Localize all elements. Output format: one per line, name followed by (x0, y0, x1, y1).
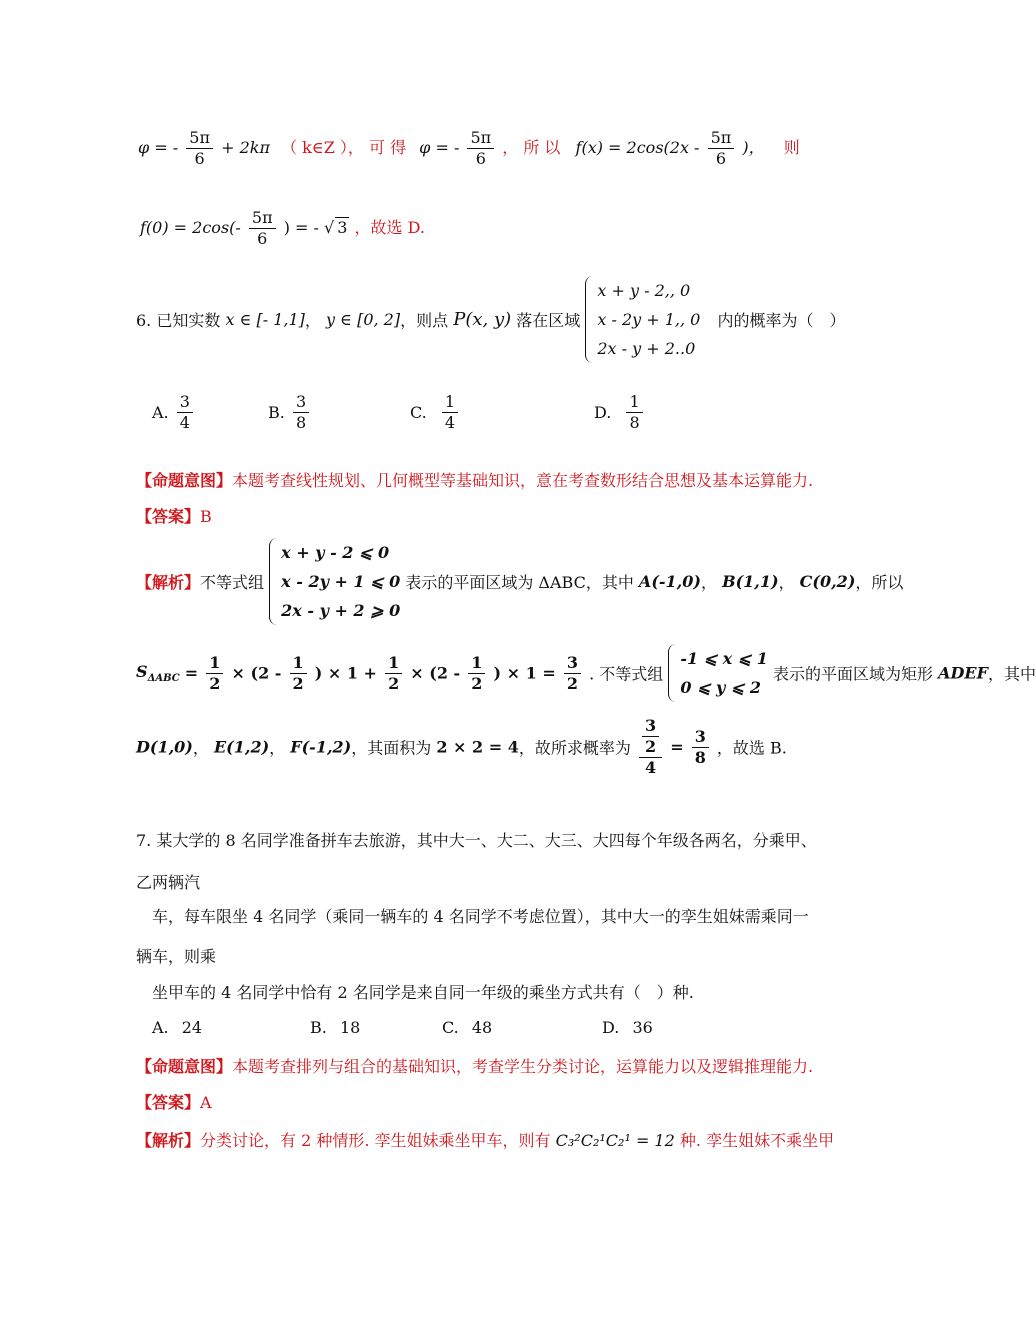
f0-expr-end: ) = - (283, 218, 319, 237)
brace (585, 276, 595, 363)
analysis-label: 【解析】 (136, 1131, 201, 1150)
phi-eq: φ = - (138, 138, 179, 157)
q6-option-b: B. $\frac{3}{8}$ (268, 392, 312, 433)
phi-eq: φ = - (419, 138, 460, 157)
region-text: 落在区域 (516, 311, 581, 330)
q7-answer (136, 1090, 212, 1113)
y-range: y ∈ [0, 2] (326, 310, 401, 329)
question-6-stem: 6. 已知实数 x ∈ [- 1,1]， y ∈ [0, 2]，则点 P(x, y) 落在区域 x + y - 2,, 0 x - 2y + 1,, 0 2x - y + 2..0 内的概率为（ ） (136, 276, 845, 363)
q6-suffix: 内的概率为（ ） (717, 311, 846, 330)
f0-line (140, 208, 425, 249)
point-d: D(1,0) (136, 737, 193, 757)
f0-conclusion: ，故选 D. (354, 218, 425, 237)
q6-option-d: D. $\frac{1}{8}$ (594, 392, 646, 433)
brace (269, 538, 279, 625)
point-p: P(x, y) (453, 309, 512, 330)
q7-analysis (136, 1128, 834, 1151)
fraction: $\frac{5\pi}{6}$ (467, 128, 494, 169)
analysis-label: 【解析】 (136, 573, 201, 592)
brace (668, 644, 678, 702)
point-c: C(0,2) (799, 572, 856, 591)
q7-line-1: 7. 某大学的 8 名同学准备拼车去旅游，其中大一、大二、大三、大四每个年级各两名，分乘甲、 (136, 831, 817, 850)
q6-analysis-1: 【解析】不等式组 x + y - 2 ⩽ 0 x - 2y + 1 ⩽ 0 2x - y + 2 ⩾ 0 表示的平面区域为 ΔABC，其中 A(-1,0)， B(1,1)， C(0,2)，所以 (136, 538, 903, 625)
q6-prefix: 6. 已知实数 (136, 311, 221, 330)
point-e: E(1,2) (213, 737, 270, 757)
analysis-text: 分类讨论，有 2 种情形. 孪生姐妹乘坐甲车，则有 (200, 1131, 551, 1150)
sqrt-symbol: √ 3 (324, 218, 348, 237)
point-b: B(1,1) (722, 572, 779, 591)
fx-formula-end: )， (742, 138, 765, 157)
q6-analysis-2: $S_{\Delta ABC}$ = $\frac{1}{2}$ × (2 - $\frac{1}{2}$ ) × 1 + $\frac{1}{2}$ × (2 - $\frac{1}{2}$ ) × 1 = $\frac{3}{2}$ . 不等式组 -1 ⩽ x ⩽ 1 0 ⩽ y ⩽ 2 表示的平面区域为矩形 ADEF，其中 (136, 644, 1036, 702)
phi-solution-line (138, 128, 800, 169)
answer-value: A (200, 1093, 212, 1112)
intent-label: 【命题意图】 (136, 471, 233, 490)
combination-expr: C₃²C₂¹C₂¹ = 12 (555, 1131, 675, 1150)
answer-label: 【答案】 (136, 1093, 201, 1112)
then-text: 则 (783, 138, 800, 157)
inequality-system: x + y - 2,, 0 x - 2y + 1,, 0 2x - y + 2..0 (585, 276, 700, 363)
inequality-system: x + y - 2 ⩽ 0 x - 2y + 1 ⩽ 0 2x - y + 2 ⩾ 0 (269, 538, 400, 625)
point-f: F(-1,2) (290, 737, 352, 757)
plus-k-term: + 2kπ (221, 138, 270, 157)
q6-analysis-3: D(1,0)， E(1,2)， F(-1,2)，其面积为 2 × 2 = 4，故所求概率为 $\frac{\frac{3}{2}}{4}$ = $\frac{3}{8}$ ，故选 B. (136, 716, 787, 777)
answer-label: 【答案】 (136, 507, 201, 526)
q7-option-d: D. 36 (602, 1018, 653, 1037)
rect-name: ADEF (938, 663, 988, 683)
complex-fraction: $\frac{\frac{3}{2}}{4}$ (639, 716, 662, 778)
q6-intent (136, 468, 813, 491)
q6-option-c: C. $\frac{1}{4}$ (410, 392, 461, 433)
q7-option-b: B. 18 (310, 1018, 361, 1037)
area-symbol: $S_{\Delta ABC}$ (136, 661, 180, 685)
q7-line-4: 辆车，则乘 (136, 947, 217, 966)
q6-answer (136, 504, 212, 527)
k-condition: （ k∈Z ）， 可 得 (281, 138, 407, 157)
intent-text: 本题考查线性规划、几何概型等基础知识，意在考查数形结合思想及基本运算能力. (232, 471, 814, 490)
q6-option-a: A. $\frac{3}{4}$ (152, 392, 196, 433)
fraction: $\frac{5\pi}{6}$ (249, 208, 276, 249)
q7-line-5: 坐甲车的 4 名同学中恰有 2 名同学是来自同一年级的乘坐方式共有（ ）种. (152, 983, 694, 1002)
fraction: $\frac{5\pi}{6}$ (186, 128, 213, 169)
intent-label: 【命题意图】 (136, 1057, 233, 1076)
q7-intent (136, 1054, 813, 1077)
q7-option-c: C. 48 (442, 1018, 493, 1037)
fraction: $\frac{5\pi}{6}$ (708, 128, 735, 169)
intent-text: 本题考查排列与组合的基础知识，考查学生分类讨论，运算能力以及逻辑推理能力. (232, 1057, 814, 1076)
therefore-text: ， 所 以 (502, 138, 561, 157)
inequality-system: -1 ⩽ x ⩽ 1 0 ⩽ y ⩽ 2 (668, 644, 768, 702)
area-expr: 2 × 2 = 4 (436, 737, 519, 757)
x-range: x ∈ [- 1,1] (225, 310, 305, 329)
q7-option-a: A. 24 (152, 1018, 203, 1037)
q7-line-2: 乙两辆汽 (136, 873, 201, 892)
fx-formula: f(x) = 2cos(2x - (575, 138, 700, 157)
q7-line-3: 车，每车限坐 4 名同学（乘同一辆车的 4 名同学不考虑位置），其中大一的孪生姐妹需乘同一 (152, 907, 809, 926)
answer-value: B (200, 507, 212, 526)
point-a: A(-1,0) (638, 572, 701, 591)
analysis-tail: 种. 孪生姐妹不乘坐甲 (679, 1131, 835, 1150)
f0-expr: f(0) = 2cos(- (140, 218, 241, 237)
